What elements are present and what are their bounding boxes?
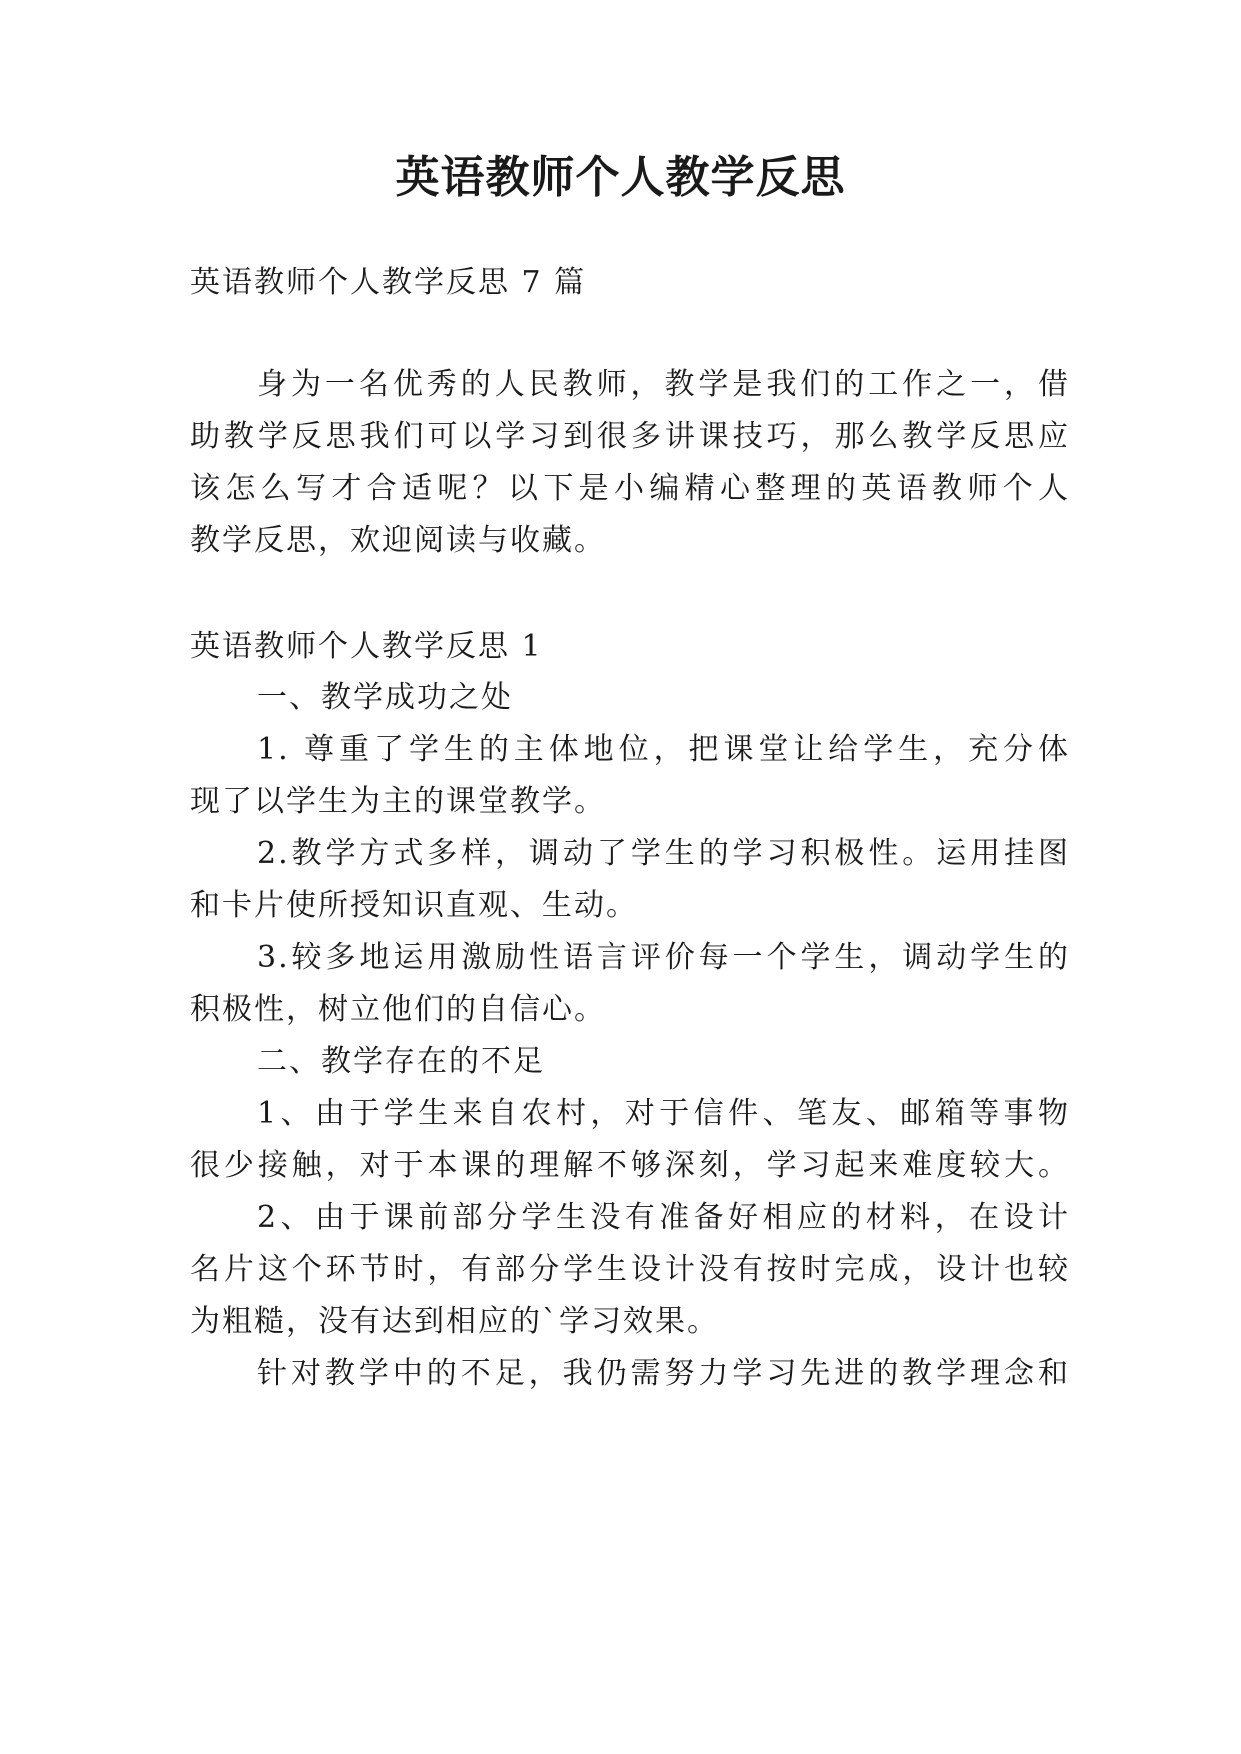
intro-line-1: 身为一名优秀的人民教师，教学是我们的工作之一，借	[257, 367, 1070, 402]
part1-heading: 一、教学成功之处	[257, 680, 513, 715]
point3-line-1: 3.较多地运用激励性语言评价每一个学生，调动学生的	[257, 940, 1070, 975]
issue1-line-1: 1、由于学生来自农村，对于信件、笔友、邮箱等事物	[257, 1096, 1070, 1131]
intro-line-4: 教学反思，欢迎阅读与收藏。	[190, 523, 606, 558]
issue2-line-3: 为粗糙，没有达到相应的`学习效果。	[190, 1304, 719, 1339]
closing-line-1: 针对教学中的不足，我仍需努力学习先进的教学理念和	[257, 1356, 1070, 1391]
intro-line-3: 该怎么写才合适呢？以下是小编精心整理的英语教师个人	[190, 471, 1070, 506]
section-heading: 英语教师个人教学反思 1	[190, 629, 543, 664]
point2-line-1: 2.教学方式多样，调动了学生的学习积极性。运用挂图	[257, 836, 1070, 871]
document-title: 英语教师个人教学反思	[395, 152, 846, 203]
issue1-line-2: 很少接触，对于本课的理解不够深刻，学习起来难度较大。	[190, 1148, 1070, 1183]
point1-line-1: 1. 尊重了学生的主体地位，把课堂让给学生，充分体	[257, 732, 1070, 767]
part2-heading: 二、教学存在的不足	[257, 1044, 545, 1079]
issue2-line-2: 名片这个环节时，有部分学生设计没有按时完成，设计也较	[190, 1252, 1070, 1287]
issue2-line-1: 2、由于课前部分学生没有准备好相应的材料，在设计	[257, 1200, 1070, 1235]
point2-line-2: 和卡片使所授知识直观、生动。	[190, 888, 638, 923]
point1-line-2: 现了以学生为主的课堂教学。	[190, 784, 606, 819]
point3-line-2: 积极性，树立他们的自信心。	[190, 992, 606, 1027]
document-subtitle: 英语教师个人教学反思 7 篇	[190, 265, 587, 300]
intro-line-2: 助教学反思我们可以学习到很多讲课技巧，那么教学反思应	[190, 419, 1070, 454]
